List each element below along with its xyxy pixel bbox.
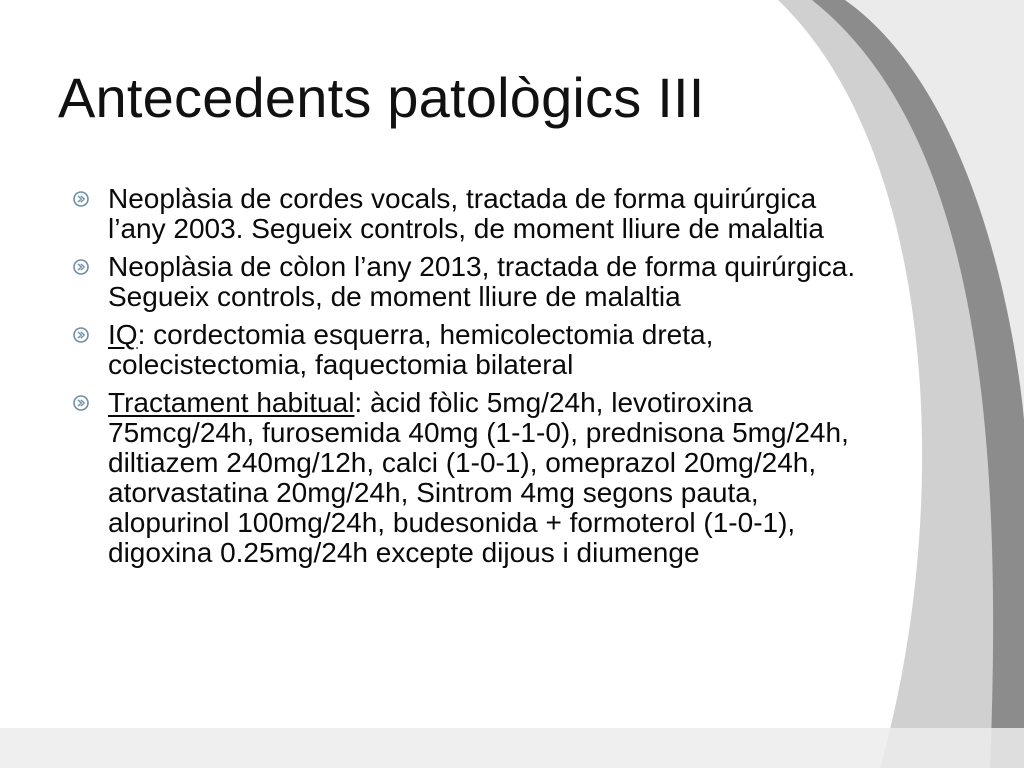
bullet-label: IQ (108, 319, 138, 350)
bullet-text: : àcid fòlic 5mg/24h, levotiroxina 75mcg/24h, furosemida 40mg (1-1-0), prednisona 5mg/24h, diltiazem 240mg/12h, calci (1-0-1), omeprazol 20mg/24h, atorvastatina 20mg/24h, Sintrom 4mg segons pauta, alopurinol 100mg/24h, budesonida + formoterol (1-0-1), digoxina 0.25mg/24h excepte dijous i diumenge (108, 387, 849, 568)
bullet-text: Neoplàsia de cordes vocals, tractada de forma quirúrgica l’any 2003. Segueix controls, de moment lliure de malaltia (108, 183, 824, 244)
slide-title: Antecedents patològics III (58, 66, 705, 129)
circled-chevron-icon (73, 191, 89, 207)
bullet-label: Tractament habitual (108, 387, 355, 418)
bullet-item-tumor-colon (70, 252, 860, 312)
bullet-text: Neoplàsia de còlon l’any 2013, tractada de forma quirúrgica. Segueix controls, de moment lliure de malaltia (108, 251, 856, 312)
bullet-item-tumor-vocal-cords (70, 184, 860, 244)
bullet-item-treatment (70, 388, 860, 568)
bullet-item-surgeries (70, 320, 860, 380)
bullet-text: : cordectomia esquerra, hemicolectomia dreta, colecistectomia, faquectomia bilateral (108, 319, 714, 380)
bullet-list (70, 184, 860, 576)
circled-chevron-icon (73, 327, 89, 343)
circled-chevron-icon (73, 259, 89, 275)
circled-chevron-icon (73, 395, 89, 411)
